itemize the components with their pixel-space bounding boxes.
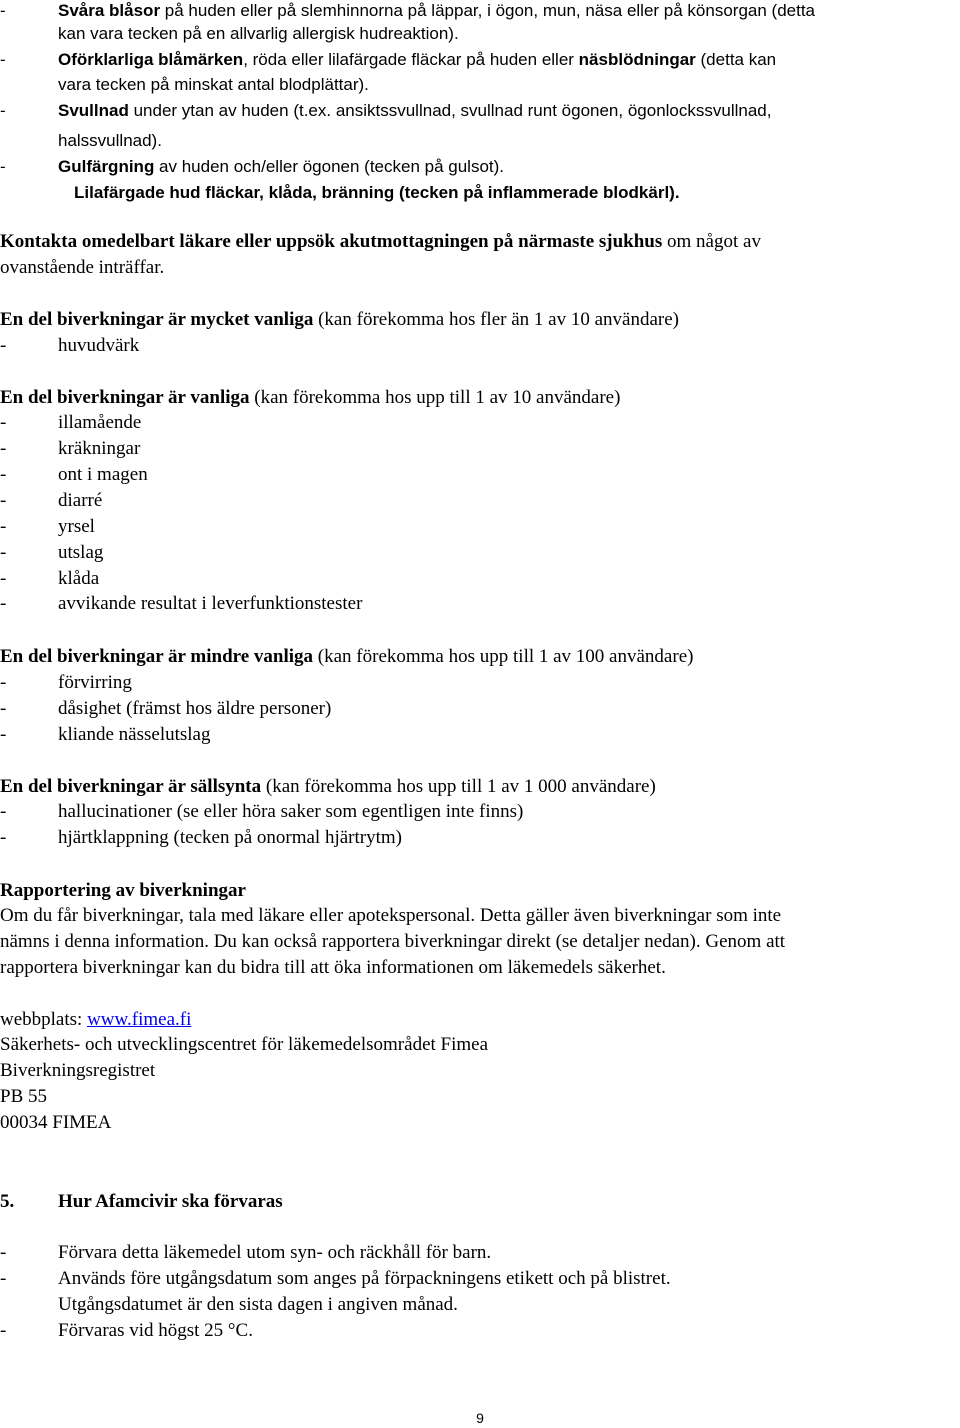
document-page: - Svåra blåsor på huden eller på slemhinnorna på läppar, i ögon, mun, näsa eller på könsorgan (detta kan vara tecken på en allvarlig allergisk hudreaktion). - Oförklarliga blåmärken, röda eller lilafärgade fläckar på huden eller näsblödningar (detta kan vara tecken på minskat antal blodplättar). - Svullnad under ytan av huden (t.ex. ansiktssvullnad, svullnad runt ögonen, ögonlockssvullnad, halssvullnad). - Gulfärgning av huden och/eller ögonen (tecken på gulsot). Lilafärgade hud fläckar, klåda, bränning (tecken på inflammerade blodkärl). Kontakta omedelbart läkare eller uppsök akutmottagningen på närmaste sjukhus om något av ovanstående inträffar. En del biverkningar är mycket vanliga (kan förekomma hos fler än 1 av 10 användare) - huvudvärk En del biverkningar är vanliga (kan förekomma hos upp till 1 av 10 användare) - illamående - kräkningar - ont i magen - diarré - yrsel - utslag - klåda - avvikande resultat i leverfunktionstester En del biverkningar är mindre vanliga (kan förekomma hos upp till 1 av 100 användare) - förvirring - dåsighet (främst hos äldre personer) - kliande nässelutslag En del biverkningar är sällsynta (kan förekomma hos upp till 1 av 1 000 användare) - hallucinationer (se eller höra saker som egentligen inte finns) - hjärtklappning (tecken på onormal hjärtrytm) Rapportering av biverkningar Om du får biverkningar, tala med läkare eller apotekspersonal. Detta gäller även biverkningar som inte nämns i denna information. Du kan också rapportera biverkningar direkt (se detaljer nedan). Genom att rapportera biverkningar kan du bidra till att öka informationen om läkemedels säkerhet. webbplats: www.fimea.fi Säkerhets- och utvecklingscentret för läkemedelsområdet Fimea Biverkningsregistret PB 55 00034 FIMEA 5. Hur Afamcivir ska förvaras - Förvara detta läkemedel utom syn- och räckhåll för barn. - Används före utgångsdatum som anges på förpackningens etikett och på blistret. Utgångsdatumet är den sista dagen i angiven månad. - Förvaras vid högst 25 °C. 9 xyxy=(0,0,960,1428)
page-number: 9 xyxy=(476,1410,484,1426)
section-number: 5. xyxy=(0,1191,15,1212)
warning-term: Gulfärgning xyxy=(58,157,155,176)
warning-term: Oförklarliga blåmärken xyxy=(58,50,244,69)
website-label: webbplats: xyxy=(0,1009,88,1030)
fimea-website-link[interactable]: www.fimea.fi xyxy=(87,1009,192,1030)
warning-term: Svullnad xyxy=(58,101,129,120)
warning-term: näsblödningar xyxy=(578,50,696,69)
section-title: Hur Afamcivir ska förvaras xyxy=(58,1191,283,1212)
warning-term: Svåra blåsor xyxy=(58,1,161,20)
